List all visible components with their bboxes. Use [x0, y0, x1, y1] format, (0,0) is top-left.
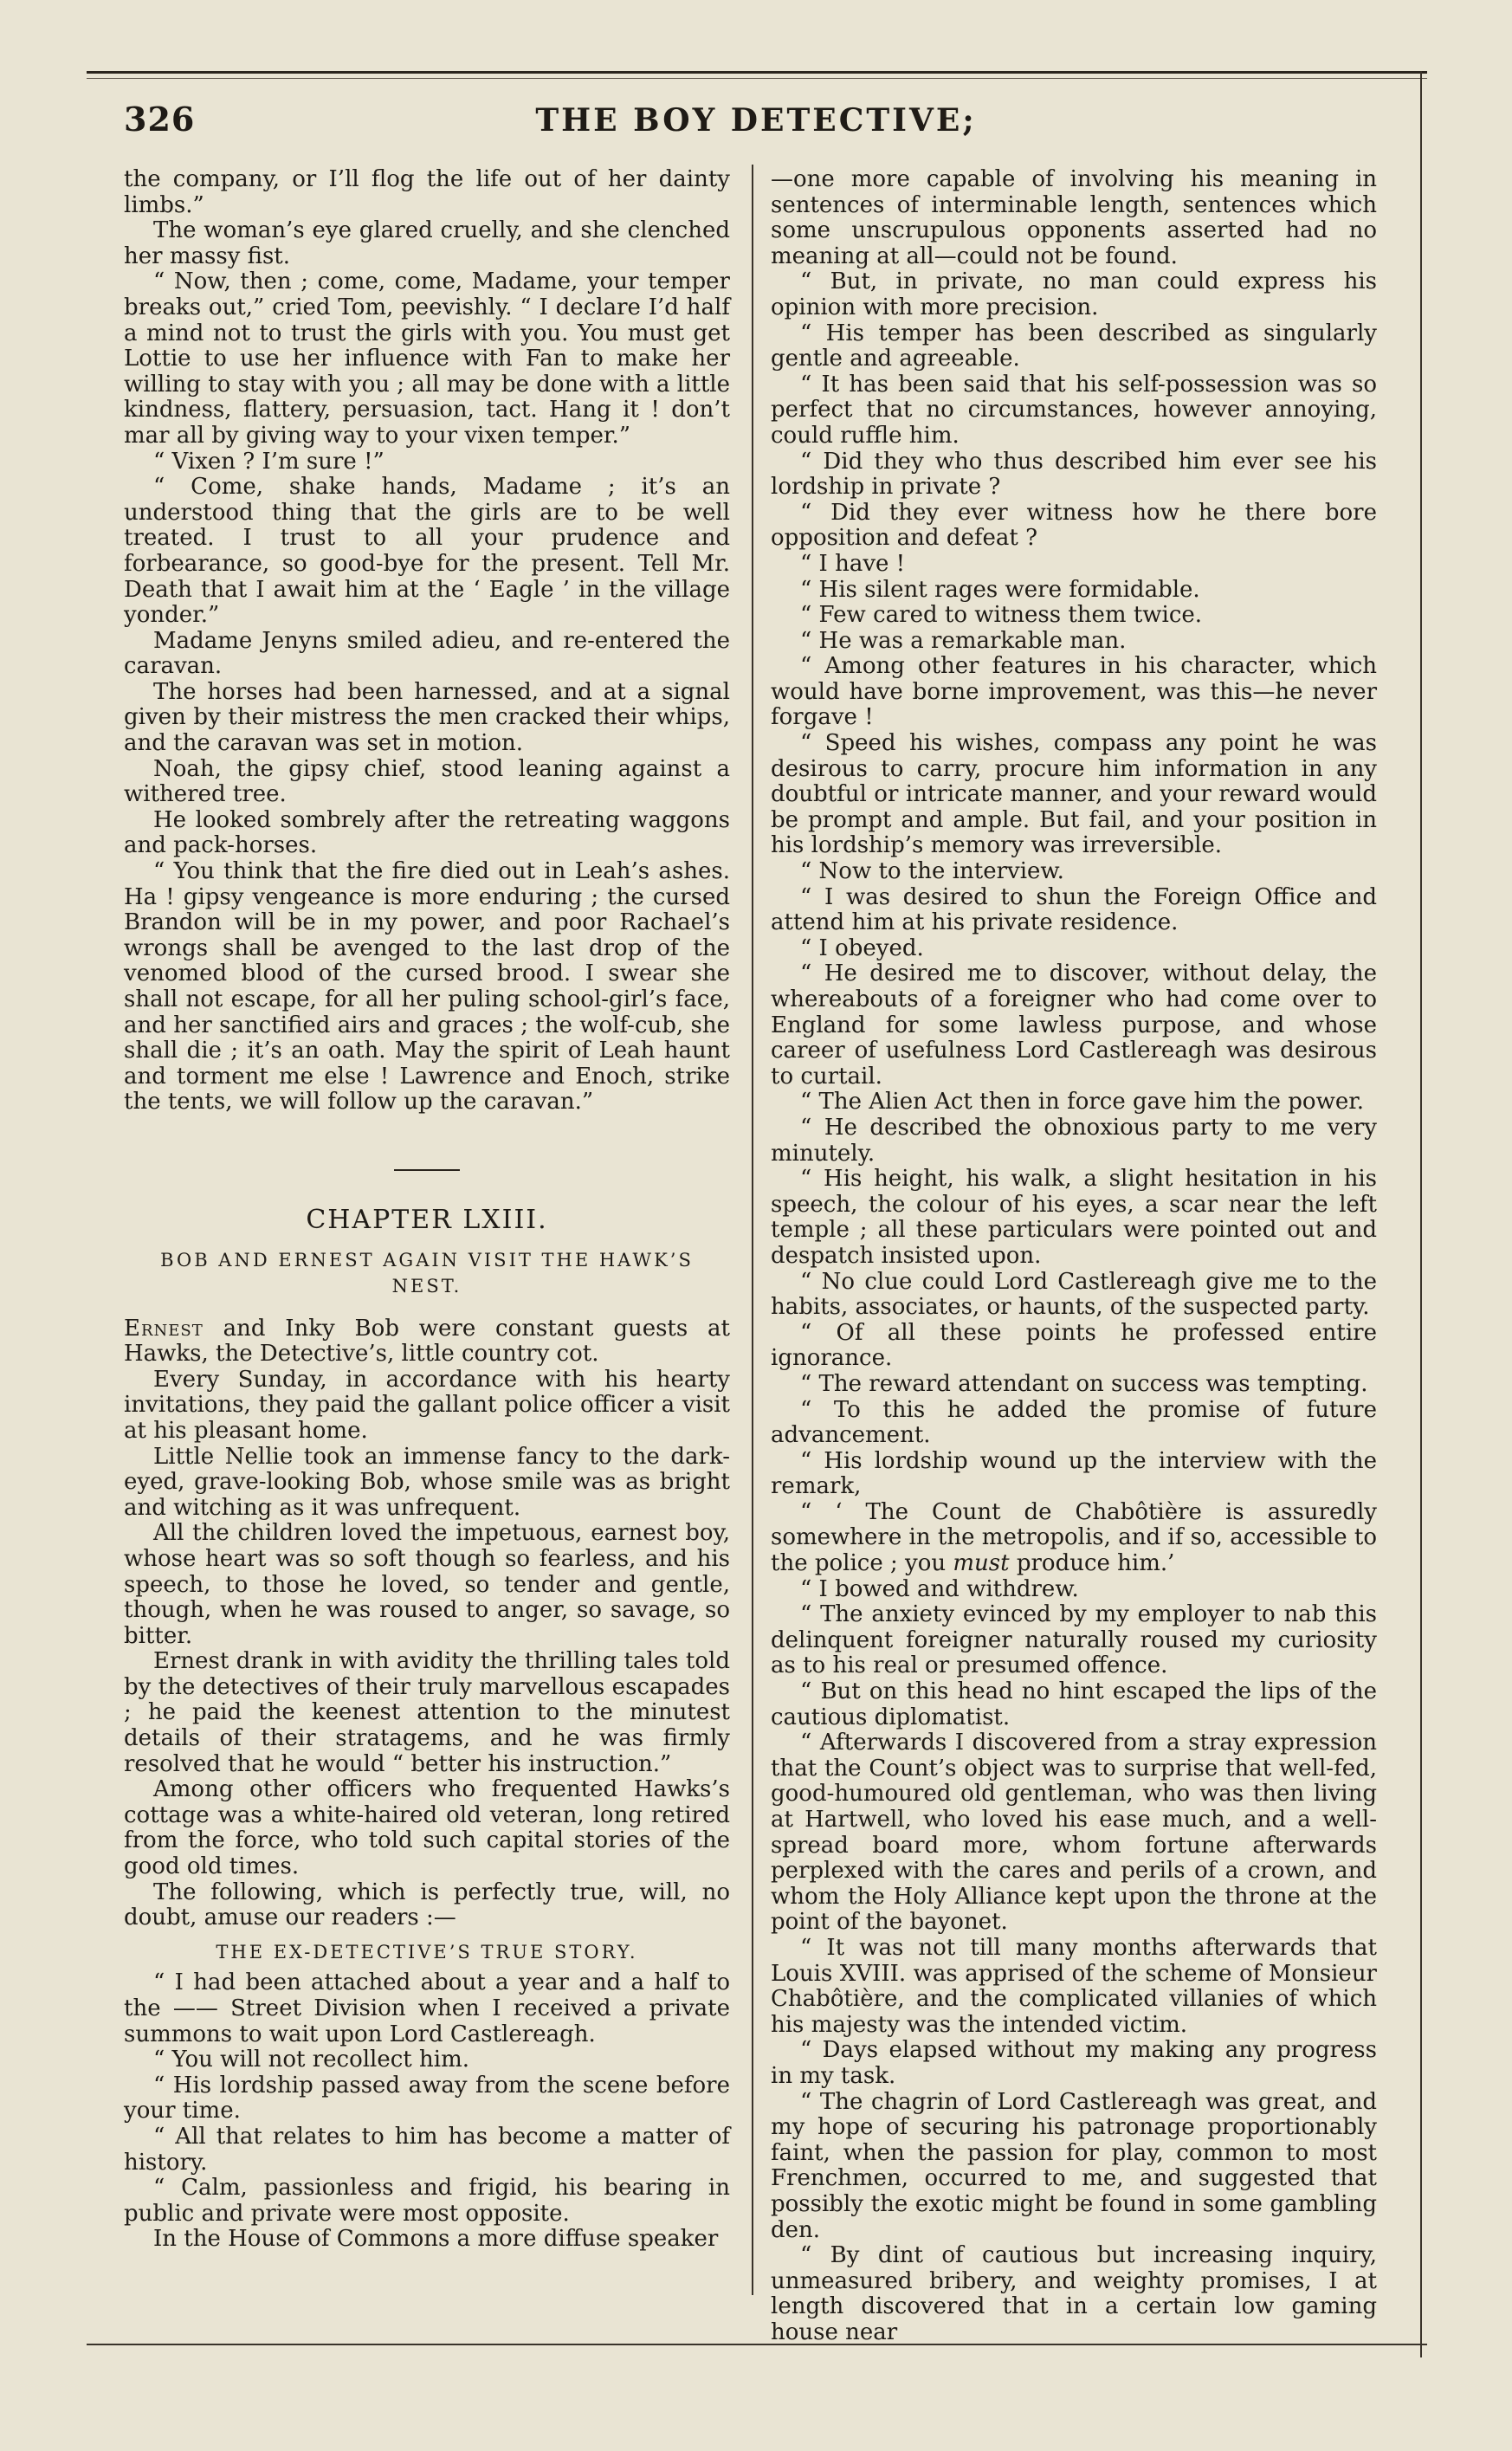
section-divider: [394, 1169, 460, 1171]
paragraph: “ All that relates to him has become a matter of history.: [124, 2123, 730, 2176]
chapter-subtitle: BOB AND ERNEST AGAIN VISIT THE HAWK’S NEST.: [160, 1249, 694, 1297]
paragraph: Ernest drank in with avidity the thrilling tales told by the detectives of their truly marvellous escapades ; he paid the keenest attention to the minutest details of their stratagems, and he was firmly resolved that he would “ better his instruction.”: [124, 1648, 730, 1777]
top-rule: [87, 71, 1427, 74]
story-heading: THE EX-DETECTIVE’S TRUE STORY.: [216, 1941, 638, 1963]
paragraph: “ He was a remarkable man.: [800, 627, 1127, 654]
left-column: [124, 167, 730, 2253]
paragraph: “ His temper has been described as singularly gentle and agreeable.: [771, 320, 1377, 372]
paragraph: “ I was desired to shun the Foreign Office and attend him at his private residence.: [771, 883, 1377, 936]
paragraph: “ Among other features in his character, which would have borne improvement, was this—he never forgave !: [771, 653, 1377, 731]
column-divider: [752, 165, 753, 2295]
paragraph: “ The chagrin of Lord Castlereagh was great, and my hope of securing his patronage proportionably faint, when the passion for play, common to most Frenchmen, occurred to me, and suggested that possibly the exotic might be found in some gambling den.: [771, 2088, 1377, 2243]
paragraph: the company, or I’ll flog the life out of her dainty limbs.”: [124, 166, 730, 218]
paragraph: “ Days elapsed without my making any progress in my task.: [771, 2037, 1377, 2089]
top-rule-thin: [87, 78, 1427, 79]
paragraph: “ But, in private, no man could express his opinion with more precision.: [771, 268, 1377, 320]
paragraph: Among other officers who frequented Hawks’s cottage was a white-haired old veteran, long retired from the force, who told such capital stories of the good old times.: [124, 1776, 730, 1880]
paragraph: “ You think that the fire died out in Leah’s ashes. Ha ! gipsy vengeance is more enduring ; the cursed Brandon will be in my power, and poor Rachael’s wrongs shall be avenged to the last drop of the venomed blood of the cursed brood. I swear she shall not escape, for all her puling school-girl’s face, and her sanctified airs and graces ; the wolf-cub, she shall die ; it’s an oath. May the spirit of Leah haunt and torment me else ! Lawrence and Enoch, strike the tents, we will follow up the caravan.”: [124, 858, 730, 1116]
paragraph: “ No clue could Lord Castlereagh give me to the habits, associates, or haunts, of the suspected party.: [771, 1268, 1377, 1321]
paragraph: “ Did they ever witness how he there bore opposition and defeat ?: [771, 499, 1377, 552]
paragraph: “ Now to the interview.: [800, 858, 1064, 885]
paragraph: “ His lordship wound up the interview with the remark,: [771, 1447, 1377, 1500]
page-number: 326: [124, 100, 196, 139]
paragraph: Little Nellie took an immense fancy to the dark-eyed, grave-looking Bob, whose smile was as bright and witching as it was unfrequent.: [124, 1443, 730, 1521]
paragraph: “ I obeyed.: [800, 934, 924, 961]
paragraph: The following, which is perfectly true, will, no doubt, amuse our readers :—: [124, 1879, 730, 1931]
chapter-heading: CHAPTER LXIII.: [306, 1204, 548, 1235]
paragraph: “ By dint of cautious but increasing inquiry, unmeasured bribery, and weighty promises, I at length discovered that in a certain low gaming house near: [771, 2242, 1377, 2345]
paragraph: He looked sombrely after the retreating waggons and pack-horses.: [124, 806, 730, 859]
emphasis-word: must: [953, 1550, 1010, 1577]
paragraph: Madame Jenyns smiled adieu, and re-entered the caravan.: [124, 627, 730, 680]
paragraph: “ Vixen ? I’m sure !”: [153, 448, 384, 475]
chapter-opening-paragraph: [124, 1316, 730, 1368]
opening-word: Ernest: [124, 1315, 204, 1342]
paragraph: —one more capable of involving his meaning in sentences of interminable length, sentences which some unscrupulous opponents asserted had no meaning at all—could not be found.: [771, 166, 1377, 269]
paragraph: “ His lordship passed away from the scene before your time.: [124, 2072, 730, 2124]
paragraph: “ The anxiety evinced by my employer to nab this delinquent foreigner naturally roused my curiosity as to his real or presumed offence.: [771, 1601, 1377, 1679]
paragraph: “ I had been attached about a year and a half to the —— Street Division when I received a private summons to wait upon Lord Castlereagh.: [124, 1969, 730, 2047]
paragraph: “ Few cared to witness them twice.: [800, 602, 1203, 629]
paragraph: “ I have !: [800, 550, 906, 577]
paragraph: “ It has been said that his self-possession was so perfect that no circumstances, however annoying, could ruffle him.: [771, 371, 1377, 449]
paragraph: “ It was not till many months afterwards that Louis XVIII. was apprised of the scheme of Monsieur Chabôtière, and the complicated villanies of which his majesty was the intended victim.: [771, 1934, 1377, 2038]
paragraph: “ He desired me to discover, without delay, the whereabouts of a foreigner who had come over to England for some lawless purpose, and whose career of usefulness Lord Castlereagh was desirous to curtail.: [771, 960, 1377, 1090]
paragraph: “ Come, shake hands, Madame ; it’s an understood thing that the girls are to be well treated. I trust to all your prudence and forbearance, so good-bye for the present. Tell Mr. Death that I await him at the ‘ Eagle ’ in the village yonder.”: [124, 474, 730, 629]
paragraph: “ The reward attendant on success was tempting.: [800, 1370, 1368, 1397]
quote-text-end: produce him.’: [1009, 1550, 1175, 1577]
paragraph: “ He described the obnoxious party to me very minutely.: [771, 1114, 1377, 1167]
quote-text: “ ‘ The Count de Chabôtière is assuredly somewhere in the metropolis, and if so, accessible to the police ; you: [771, 1498, 1377, 1577]
quote-paragraph: [771, 1500, 1377, 1577]
paragraph: “ To this he added the promise of future advancement.: [771, 1396, 1377, 1449]
running-title: THE BOY DETECTIVE;: [535, 102, 977, 139]
paragraph: “ His silent rages were formidable.: [800, 576, 1200, 603]
opening-text: and Inky Bob were constant guests at Hawks, the Detective’s, little country cot.: [124, 1315, 730, 1368]
paragraph: “ Now, then ; come, come, Madame, your temper breaks out,” cried Tom, peevishly. “ I declare I’d half a mind not to trust the girls with you. You must get Lottie to use her influence with Fan to make her willing to stay with you ; all may be done with a little kindness, flattery, persuasion, tact. Hang it ! don’t mar all by giving way to your vixen temper.”: [124, 268, 730, 449]
paragraph: “ Calm, passionless and frigid, his bearing in public and private were most opposite.: [124, 2175, 730, 2227]
paragraph: Noah, the gipsy chief, stood leaning against a withered tree.: [124, 755, 730, 808]
paragraph: “ I bowed and withdrew.: [800, 1575, 1079, 1602]
paragraph: “ Afterwards I discovered from a stray expression that the Count’s object was to surprise that well-fed, good-humoured old gentleman, who was then living at Hartwell, who loved his ease much, and a well-spread board more, whom fortune afterwards perplexed with the cares and perils of a crown, and whom the Holy Alliance kept upon the throne at the point of the bayonet.: [771, 1730, 1377, 1936]
paragraph: “ Speed his wishes, compass any point he was desirous to carry, procure him information in any doubtful or intricate manner, and your reward would be prompt and ample. But fail, and your position in his lordship’s memory was irreversible.: [771, 730, 1377, 859]
paragraph: Every Sunday, in accordance with his hearty invitations, they paid the gallant police officer a visit at his pleasant home.: [124, 1366, 730, 1444]
paragraph: “ Did they who thus described him ever see his lordship in private ?: [771, 448, 1377, 501]
paragraph: In the House of Commons a more diffuse speaker: [153, 2226, 719, 2253]
paragraph: “ But on this head no hint escaped the lips of the cautious diplomatist.: [771, 1678, 1377, 1730]
paragraph: The woman’s eye glared cruelly, and she clenched her massy fist.: [124, 217, 730, 269]
paragraph: “ You will not recollect him.: [153, 2047, 470, 2073]
right-border: [1420, 71, 1422, 2357]
paragraph: “ His height, his walk, a slight hesitation in his speech, the colour of his eyes, a scar near the left temple ; all these particulars were pointed out and despatch insisted upon.: [771, 1166, 1377, 1269]
paragraph: All the children loved the impetuous, earnest boy, whose heart was so soft though so fearless, and his speech, to those he loved, so tender and gentle, though, when he was roused to anger, so savage, so bitter.: [124, 1520, 730, 1649]
paragraph: The horses had been harnessed, and at a signal given by their mistress the men cracked their whips, and the caravan was set in motion.: [124, 678, 730, 757]
paragraph: “ The Alien Act then in force gave him the power.: [800, 1089, 1365, 1116]
paragraph: “ Of all these points he professed entire ignorance.: [771, 1319, 1377, 1372]
right-column: [771, 167, 1377, 2345]
